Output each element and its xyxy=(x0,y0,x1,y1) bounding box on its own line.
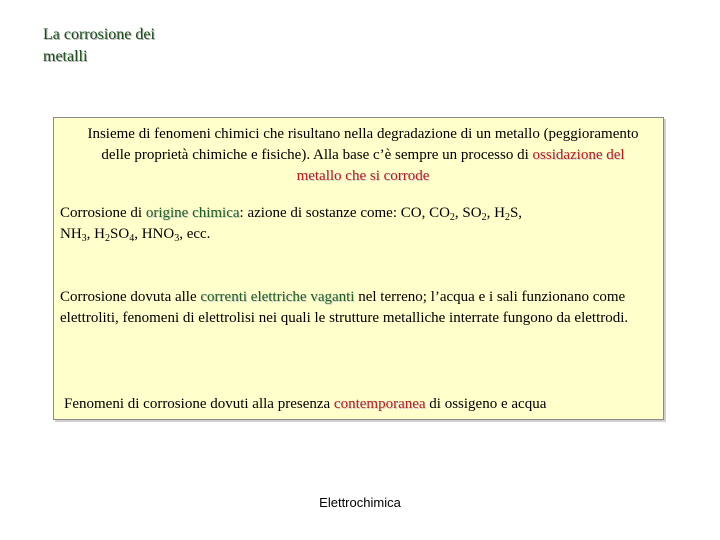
footer-label: Elettrochimica xyxy=(319,495,401,510)
subscript: 3 xyxy=(174,233,180,244)
chemical-text: , H xyxy=(86,226,106,242)
content-panel xyxy=(53,117,664,420)
chemical-text: SO xyxy=(110,226,130,242)
chemical-highlight: origine chimica xyxy=(145,205,240,221)
chemical-text: , ecc. xyxy=(179,226,211,242)
chemical-text: , HNO xyxy=(134,226,175,242)
simultaneous-highlight: contemporanea xyxy=(333,396,426,412)
subscript: 4 xyxy=(129,233,135,244)
simultaneous-text: di ossigeno e acqua xyxy=(425,396,547,412)
currents-highlight: correnti elettriche vaganti xyxy=(200,289,355,305)
chemical-text: , H xyxy=(486,205,505,221)
subscript: 2 xyxy=(449,212,455,223)
chemical-text: S, xyxy=(509,205,523,221)
slide-title-line-2: metalli xyxy=(43,48,88,65)
slide-title-line-1: La corrosione dei xyxy=(43,26,155,43)
subscript: 2 xyxy=(481,212,487,223)
definition-highlight: ossidazione del metallo che si corrode xyxy=(296,147,625,184)
definition-paragraph xyxy=(80,124,646,187)
subscript: 2 xyxy=(504,212,510,223)
chemical-text: NH xyxy=(60,226,82,242)
chemical-prefix: Corrosione di xyxy=(60,205,146,221)
slide-title xyxy=(43,24,243,68)
simultaneous-prefix: Fenomeni di corrosione dovuti alla presenza xyxy=(64,396,334,412)
definition-text: Insieme di fenomeni chimici che risultano nella degradazione di un metallo (peggioramento delle proprietà chimiche e fisiche). Alla base c’è sempre un processo di xyxy=(87,126,639,163)
stray-currents-paragraph xyxy=(60,287,655,329)
subscript: 3 xyxy=(81,233,87,244)
chemical-text: , SO xyxy=(454,205,482,221)
chemical-text: : azione di sostanze come: CO, CO xyxy=(239,205,450,221)
chemical-corrosion-paragraph xyxy=(60,203,655,245)
currents-text: nel terreno; l’acqua e i sali funzionano come elettroliti, fenomeni di elettrolisi nei quali le strutture metalliche interrate fungono da elettrodi. xyxy=(60,289,629,326)
subscript: 2 xyxy=(105,233,111,244)
currents-prefix: Corrosione dovuta alle xyxy=(60,289,201,305)
simultaneous-presence-paragraph xyxy=(64,394,664,415)
